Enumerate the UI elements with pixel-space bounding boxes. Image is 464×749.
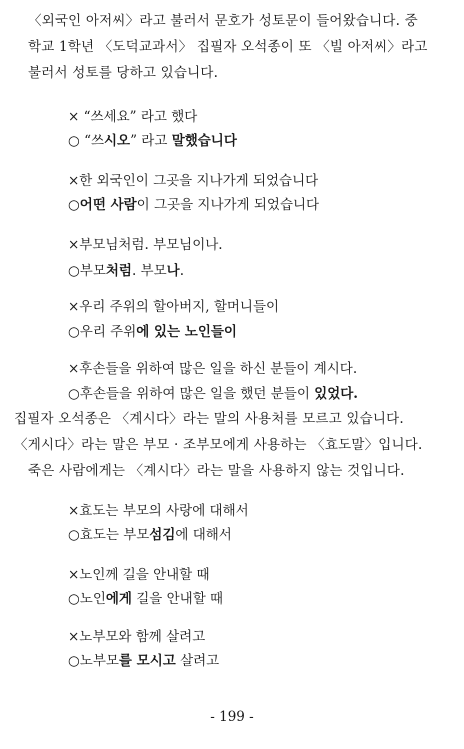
example-right-bold: 나 <box>166 263 180 279</box>
middle-line-1: 집필자 오석종은 〈계시다〉라는 말의 사용처를 모르고 있습니다. <box>14 411 404 427</box>
example-right-text: ○효도는 부모 <box>68 527 150 543</box>
intro-line-2: 학교 1학년 〈도덕교과서〉 집필자 오석종이 또 〈빌 아저씨〉라고 <box>28 39 428 55</box>
example-right-text: . 부모 <box>131 263 167 279</box>
example-right <box>68 526 232 544</box>
example-right <box>68 132 237 150</box>
example-right <box>68 196 319 214</box>
example-right-text: 길을 안내할 때 <box>131 591 224 607</box>
example-right <box>68 652 219 670</box>
example-right-text: ○부모 <box>68 263 106 279</box>
example-right-text: ○우리 주위 <box>68 324 137 340</box>
example-right <box>68 385 358 403</box>
intro-line-1: 〈외국인 아저씨〉라고 불러서 문호가 성토문이 들어왔습니다. 중 <box>28 13 418 29</box>
example-wrong: ×우리 주위의 할아버지, 할머니들이 <box>68 299 280 315</box>
example-right-bold: 시오 <box>104 133 131 149</box>
example-right-text: ○ “쓰 <box>68 133 105 149</box>
example-wrong: ×효도는 부모의 사랑에 대해서 <box>68 503 249 519</box>
example-right-bold: 어떤 사람 <box>79 197 137 213</box>
example-right-bold: 에 있는 노인들이 <box>136 324 237 340</box>
intro-line-3: 불러서 성토를 당하고 있습니다. <box>28 65 219 81</box>
example-right-text: 이 그곳을 지나가게 되었습니다 <box>136 197 320 213</box>
page-number: - 199 - <box>210 709 254 725</box>
example-right-bold: 에게 <box>105 591 132 607</box>
example-wrong: ×부모님처럼. 부모님이나. <box>68 237 223 253</box>
example-right-text: ○ <box>68 197 80 213</box>
example-right-text: 살려고 <box>175 653 220 669</box>
example-wrong: ×노부모와 함께 살려고 <box>68 629 206 645</box>
example-right-bold: 말했습니다 <box>171 133 237 149</box>
middle-line-3: 죽은 사람에게는 〈계시다〉라는 말을 사용하지 않는 것입니다. <box>28 463 405 479</box>
example-wrong: ×한 외국인이 그곳을 지나가게 되었습니다 <box>68 173 319 189</box>
example-right-text: ○후손들을 위하여 많은 일을 했던 분들이 <box>68 386 315 402</box>
example-right-text: ○노인 <box>68 591 106 607</box>
example-right-bold: 섬김 <box>149 527 176 543</box>
middle-line-2: 〈게시다〉라는 말은 부모 · 조부모에게 사용하는 〈효도말〉입니다. <box>14 437 423 453</box>
example-right-bold: 있었다. <box>314 386 359 402</box>
example-right <box>68 262 184 280</box>
example-right-text: 에 대해서 <box>175 527 232 543</box>
example-right <box>68 590 223 608</box>
example-right-text: ○노부모 <box>68 653 119 669</box>
example-right-bold: 를 모시고 <box>118 653 176 669</box>
example-wrong: ×노인께 길을 안내할 때 <box>68 567 210 583</box>
example-right-bold: 처럼 <box>105 263 132 279</box>
example-right-text: ” 라고 <box>130 133 172 149</box>
example-right <box>68 323 237 341</box>
example-wrong: × “쓰세요” 라고 했다 <box>68 109 198 125</box>
example-right-text: . <box>179 263 184 279</box>
example-wrong: ×후손들을 위하여 많은 일을 하신 분들이 계시다. <box>68 361 358 377</box>
